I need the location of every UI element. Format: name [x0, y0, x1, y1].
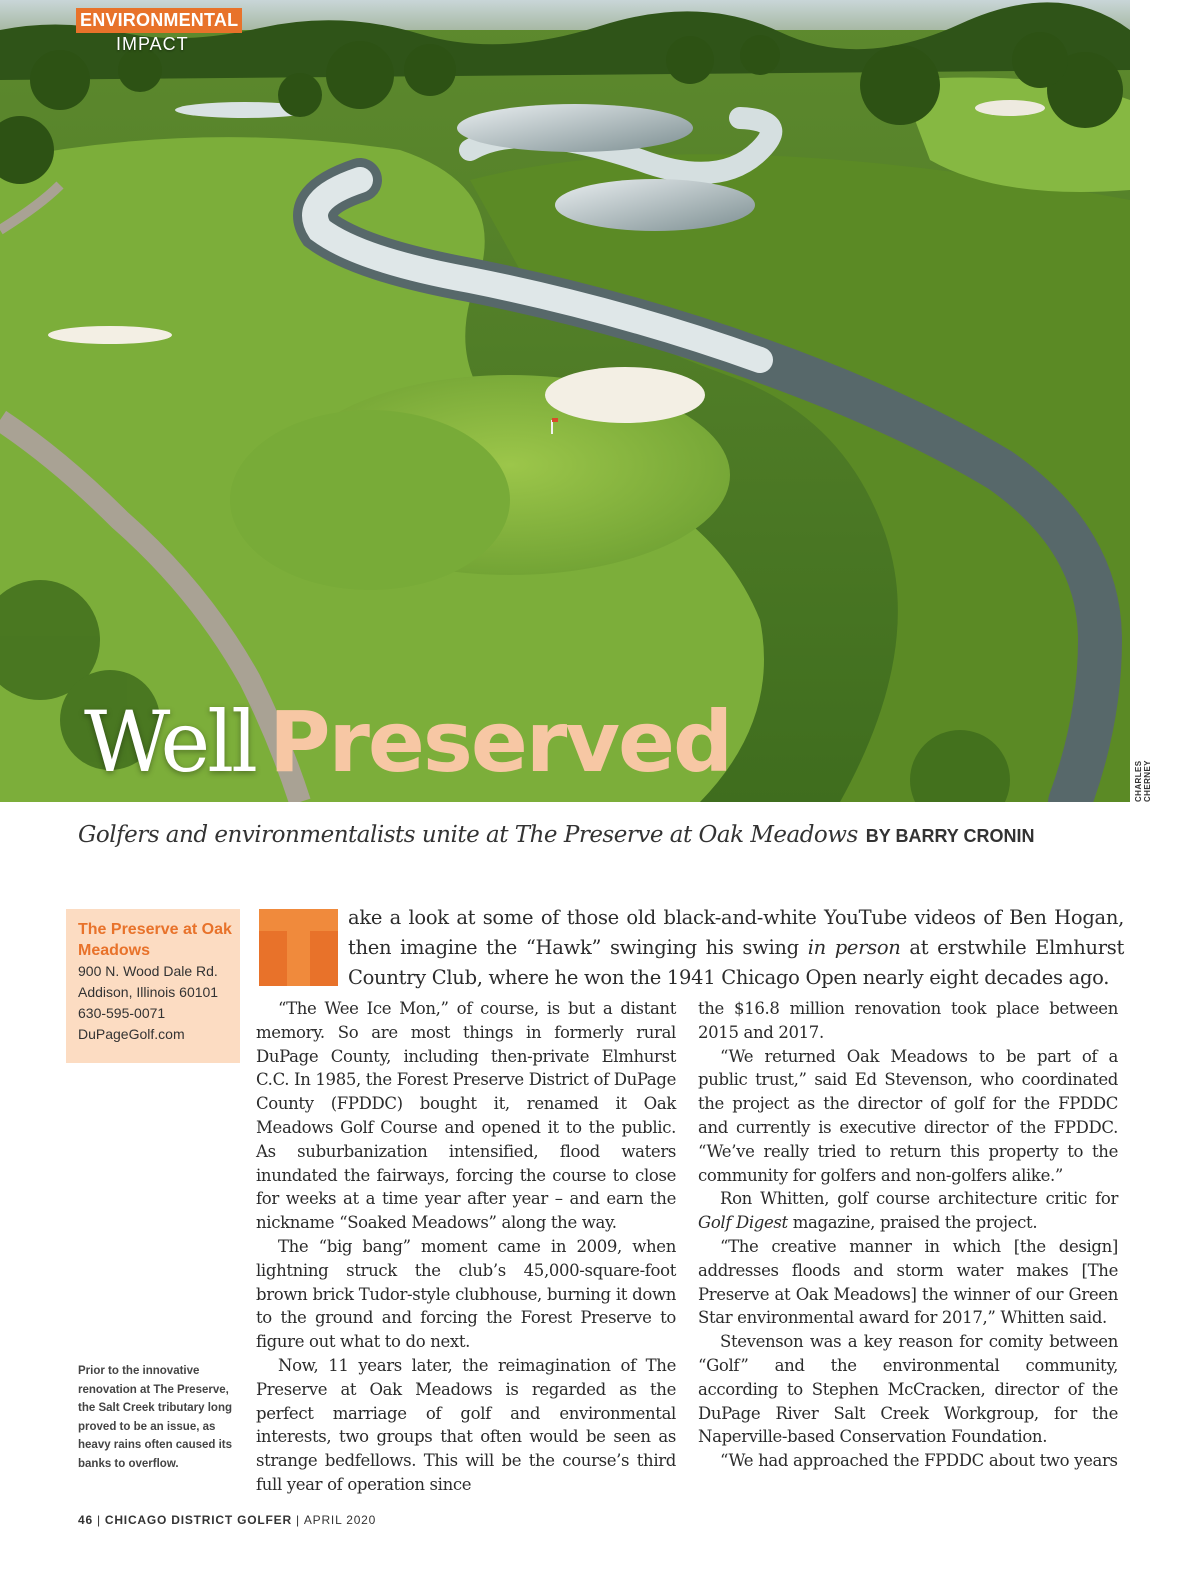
- course-address-line2: Addison, Illinois 60101: [78, 984, 219, 1000]
- page-footer: [78, 1513, 376, 1527]
- headline-word-preserved: Preserved: [268, 693, 732, 791]
- footer-divider: |: [96, 1513, 101, 1527]
- headline: [84, 693, 732, 791]
- body-paragraph: “We had approached the FPDDC about two years: [720, 1451, 1118, 1471]
- photo-credit: CHARLES CHERNEY: [1134, 760, 1152, 802]
- footer-divider: |: [295, 1513, 300, 1527]
- section-tag-secondary: IMPACT: [116, 34, 189, 54]
- course-website: DuPageGolf.com: [78, 1026, 185, 1042]
- course-phone: 630-595-0071: [78, 1005, 166, 1021]
- body-paragraph: “The Wee Ice Mon,” of course, is but a distant memory. So are most things in formerly rural DuPage County, including then-private Elmhurst C.C. In 1985, the Forest Preserve District of DuPage County (FPDDC) bought it, renamed it Oak Meadows Golf Course and opened it to the public. As suburbanization intensified, flood waters inundated the fairways, forcing the course to close for weeks at a time year after year – and earn the nickname “Soaked Meadows” along the way.: [256, 999, 676, 1233]
- body-column-1: [256, 997, 676, 1497]
- drop-cap-block: [259, 909, 338, 986]
- hero-photo: [0, 0, 1130, 802]
- body-paragraph-continued: the $16.8 million renovation took place between 2015 and 2017.: [698, 999, 1118, 1042]
- course-address-line1: 900 N. Wood Dale Rd.: [78, 963, 218, 979]
- byline: BY BARRY CRONIN: [865, 826, 1035, 846]
- lede-text-end: at erstwhile Elmhurst Country Club, where he won the 1941 Chicago Open nearly eight decades ago.: [348, 936, 1125, 989]
- drop-cap-letter: [259, 909, 338, 986]
- body-paragraph: Now, 11 years later, the reimagination of The Preserve at Oak Meadows is regarded as the perfect marriage of golf and environmental interests, two groups that often would be seen as strange bedfellows. This will be the course’s third full year of operation since: [256, 1355, 676, 1494]
- body-paragraph: “We returned Oak Meadows to be part of a public trust,” said Ed Stevenson, who coordinated the project as the director of golf for the FPDDC and currently is executive director of the FPDDC. “We’ve really tried to return this property to the community for golfers and non-golfers alike.”: [698, 1046, 1118, 1185]
- publication-title: CHICAGO DISTRICT GOLFER: [104, 1513, 292, 1527]
- body-text: Ron Whitten, golf course architecture critic for: [720, 1189, 1118, 1209]
- page-number: 46: [78, 1513, 93, 1527]
- body-text: magazine, praised the project.: [787, 1213, 1038, 1233]
- issue-date: APRIL 2020: [303, 1513, 377, 1527]
- course-info-box: [66, 909, 240, 1063]
- section-tag: [76, 8, 242, 55]
- deck-subtitle: Golfers and environmentalists unite at The Preserve at Oak Meadows: [78, 822, 858, 848]
- body-paragraph: “The creative manner in which [the design] addresses floods and storm water makes [The Preserve at Oak Meadows] the winner of our Green Star environmental award for 2017,” Whitten said.: [698, 1236, 1118, 1328]
- lede-text-start: ake a look at some of those old black-and-white YouTube videos of Ben Hogan, then imagine the “Hawk” swinging his swing: [348, 906, 1124, 959]
- body-paragraph: Stevenson was a key reason for comity between “Golf” and the environmental community, according to Stephen McCracken, director of the DuPage River Salt Creek Workgroup, for the Naperville-based Conservation Foundation.: [698, 1332, 1118, 1447]
- section-tag-primary: ENVIRONMENTAL: [76, 8, 242, 33]
- aerial-golf-course-illustration: [0, 0, 1130, 802]
- body-paragraph: The “big bang” moment came in 2009, when lightning struck the club’s 45,000-square-foot brown brick Tudor-style clubhouse, burning it down to the ground and forcing the Forest Preserve to figure out what to do next.: [256, 1236, 676, 1352]
- deck: [78, 822, 1034, 848]
- photo-caption: Prior to the innovative renovation at The Preserve, the Salt Creek tributary long proved to be an issue, as heavy rains often caused its banks to overflow.: [78, 1365, 233, 1470]
- publication-name: Golf Digest: [698, 1213, 788, 1233]
- course-name: The Preserve at Oak Meadows: [78, 921, 232, 959]
- headline-word-well: Well: [84, 693, 255, 791]
- lede-paragraph: [348, 903, 1124, 993]
- body-column-2: [698, 997, 1118, 1473]
- lede-emphasis: in person: [807, 936, 901, 959]
- body-paragraph: [698, 1187, 1118, 1235]
